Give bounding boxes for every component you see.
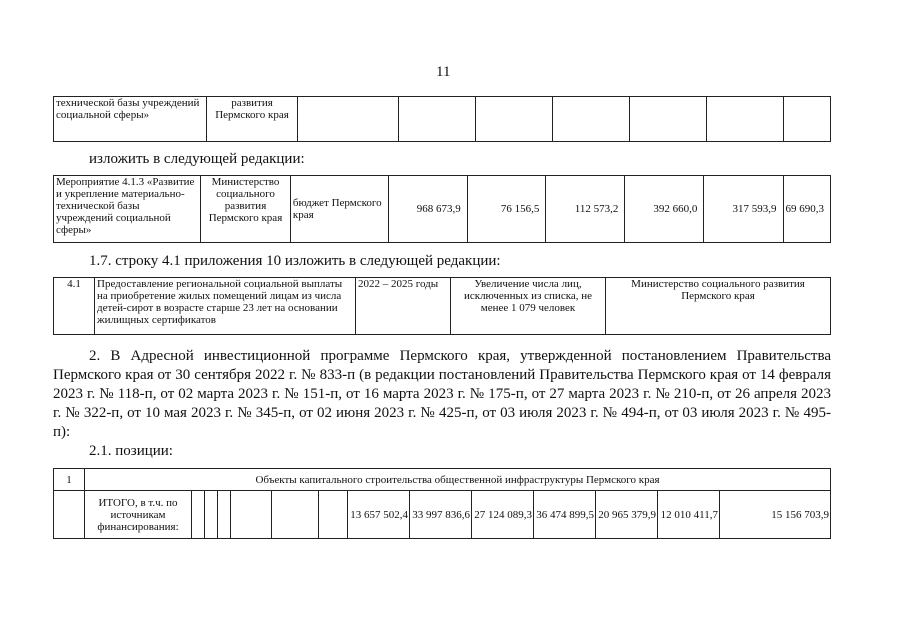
cell-empty bbox=[476, 97, 553, 142]
cell-value: 968 673,9 bbox=[388, 176, 467, 243]
cell-measure-name: Мероприятие 4.1.3 «Развитие и укрепление материально-технической базы учреждений социальной сферы» bbox=[54, 176, 201, 243]
cell-empty bbox=[630, 97, 707, 142]
cell-executor: развития Пермского края bbox=[207, 97, 298, 142]
cell-empty bbox=[272, 491, 319, 539]
table-continuation bbox=[53, 96, 831, 142]
cell-empty bbox=[205, 491, 218, 539]
cell-value: 76 156,5 bbox=[467, 176, 546, 243]
cell-line-period: 2022 – 2025 годы bbox=[356, 278, 451, 335]
heading-edit: изложить в следующей редакции: bbox=[89, 151, 305, 167]
cell-object-name: технической базы учреждений социальной сферы» bbox=[54, 97, 207, 142]
cell-section-title: Объекты капитального строительства общественной инфраструктуры Пермского края bbox=[85, 469, 831, 491]
paragraph-2-text: 2. В Адресной инвестиционной программе Пермского края, утвержденной постановлением Правительства Пермского края от 30 сентября 2022 г. № 833-п (в редакции постановлений Правительства Пермского края от 14 февраля 2023 г. № 118-п, от 02 марта 2023 г. № 151-п, от 16 марта 2023 г. № 175-п, от 27 марта 2023 г. № 210-п, от 26 апреля 2023 г. № 322-п, от 10 мая 2023 г. № 345-п, от 02 июня 2023 г. № 425-п, от 03 июля 2023 г. № 494-п, от 03 июля 2023 г. № 495-п): bbox=[53, 348, 831, 440]
cell-line-desc: Предоставление региональной социальной выплаты на приобретение жилых помещений лицам из числа детей-сирот в возрасте старше 23 лет на основании жилищных сертификатов bbox=[95, 278, 356, 335]
cell-empty bbox=[399, 97, 476, 142]
cell-line-result: Увеличение числа лиц, исключенных из списка, не менее 1 079 человек bbox=[451, 278, 606, 335]
heading-line-4-1: 1.7. строку 4.1 приложения 10 изложить в следующей редакции: bbox=[89, 253, 501, 269]
cell-total-value: 15 156 703,9 bbox=[720, 491, 831, 539]
cell-empty bbox=[192, 491, 205, 539]
cell-measure-executor: Министерство социального развития Пермского края bbox=[201, 176, 291, 243]
cell-total-value: 33 997 836,6 bbox=[410, 491, 472, 539]
cell-empty bbox=[707, 97, 784, 142]
cell-empty bbox=[298, 97, 399, 142]
table-measure bbox=[53, 175, 831, 243]
cell-total-label: ИТОГО, в т.ч. по источникам финансирования: bbox=[85, 491, 192, 539]
cell-value: 317 593,9 bbox=[704, 176, 783, 243]
table-positions bbox=[53, 468, 831, 539]
cell-value: 392 660,0 bbox=[625, 176, 704, 243]
paragraph-2 bbox=[53, 347, 831, 442]
cell-total-value: 20 965 379,9 bbox=[596, 491, 658, 539]
cell-measure-source: бюджет Пермского края bbox=[290, 176, 388, 243]
cell-empty bbox=[218, 491, 231, 539]
cell-row-num: 1 bbox=[54, 469, 85, 491]
cell-total-value: 12 010 411,7 bbox=[658, 491, 720, 539]
cell-line-responsible: Министерство социального развития Пермского края bbox=[606, 278, 831, 335]
cell-total-value: 27 124 089,3 bbox=[472, 491, 534, 539]
cell-empty bbox=[319, 491, 348, 539]
page-number: 11 bbox=[436, 64, 451, 80]
cell-value: 69 690,3 bbox=[783, 176, 831, 243]
cell-empty bbox=[54, 491, 85, 539]
cell-empty bbox=[553, 97, 630, 142]
table-line-4-1 bbox=[53, 277, 831, 335]
cell-line-num: 4.1 bbox=[54, 278, 95, 335]
cell-total-value: 13 657 502,4 bbox=[348, 491, 410, 539]
cell-value: 112 573,2 bbox=[546, 176, 625, 243]
heading-positions: 2.1. позиции: bbox=[89, 443, 173, 459]
cell-empty bbox=[784, 97, 831, 142]
cell-total-value: 36 474 899,5 bbox=[534, 491, 596, 539]
cell-empty bbox=[231, 491, 272, 539]
